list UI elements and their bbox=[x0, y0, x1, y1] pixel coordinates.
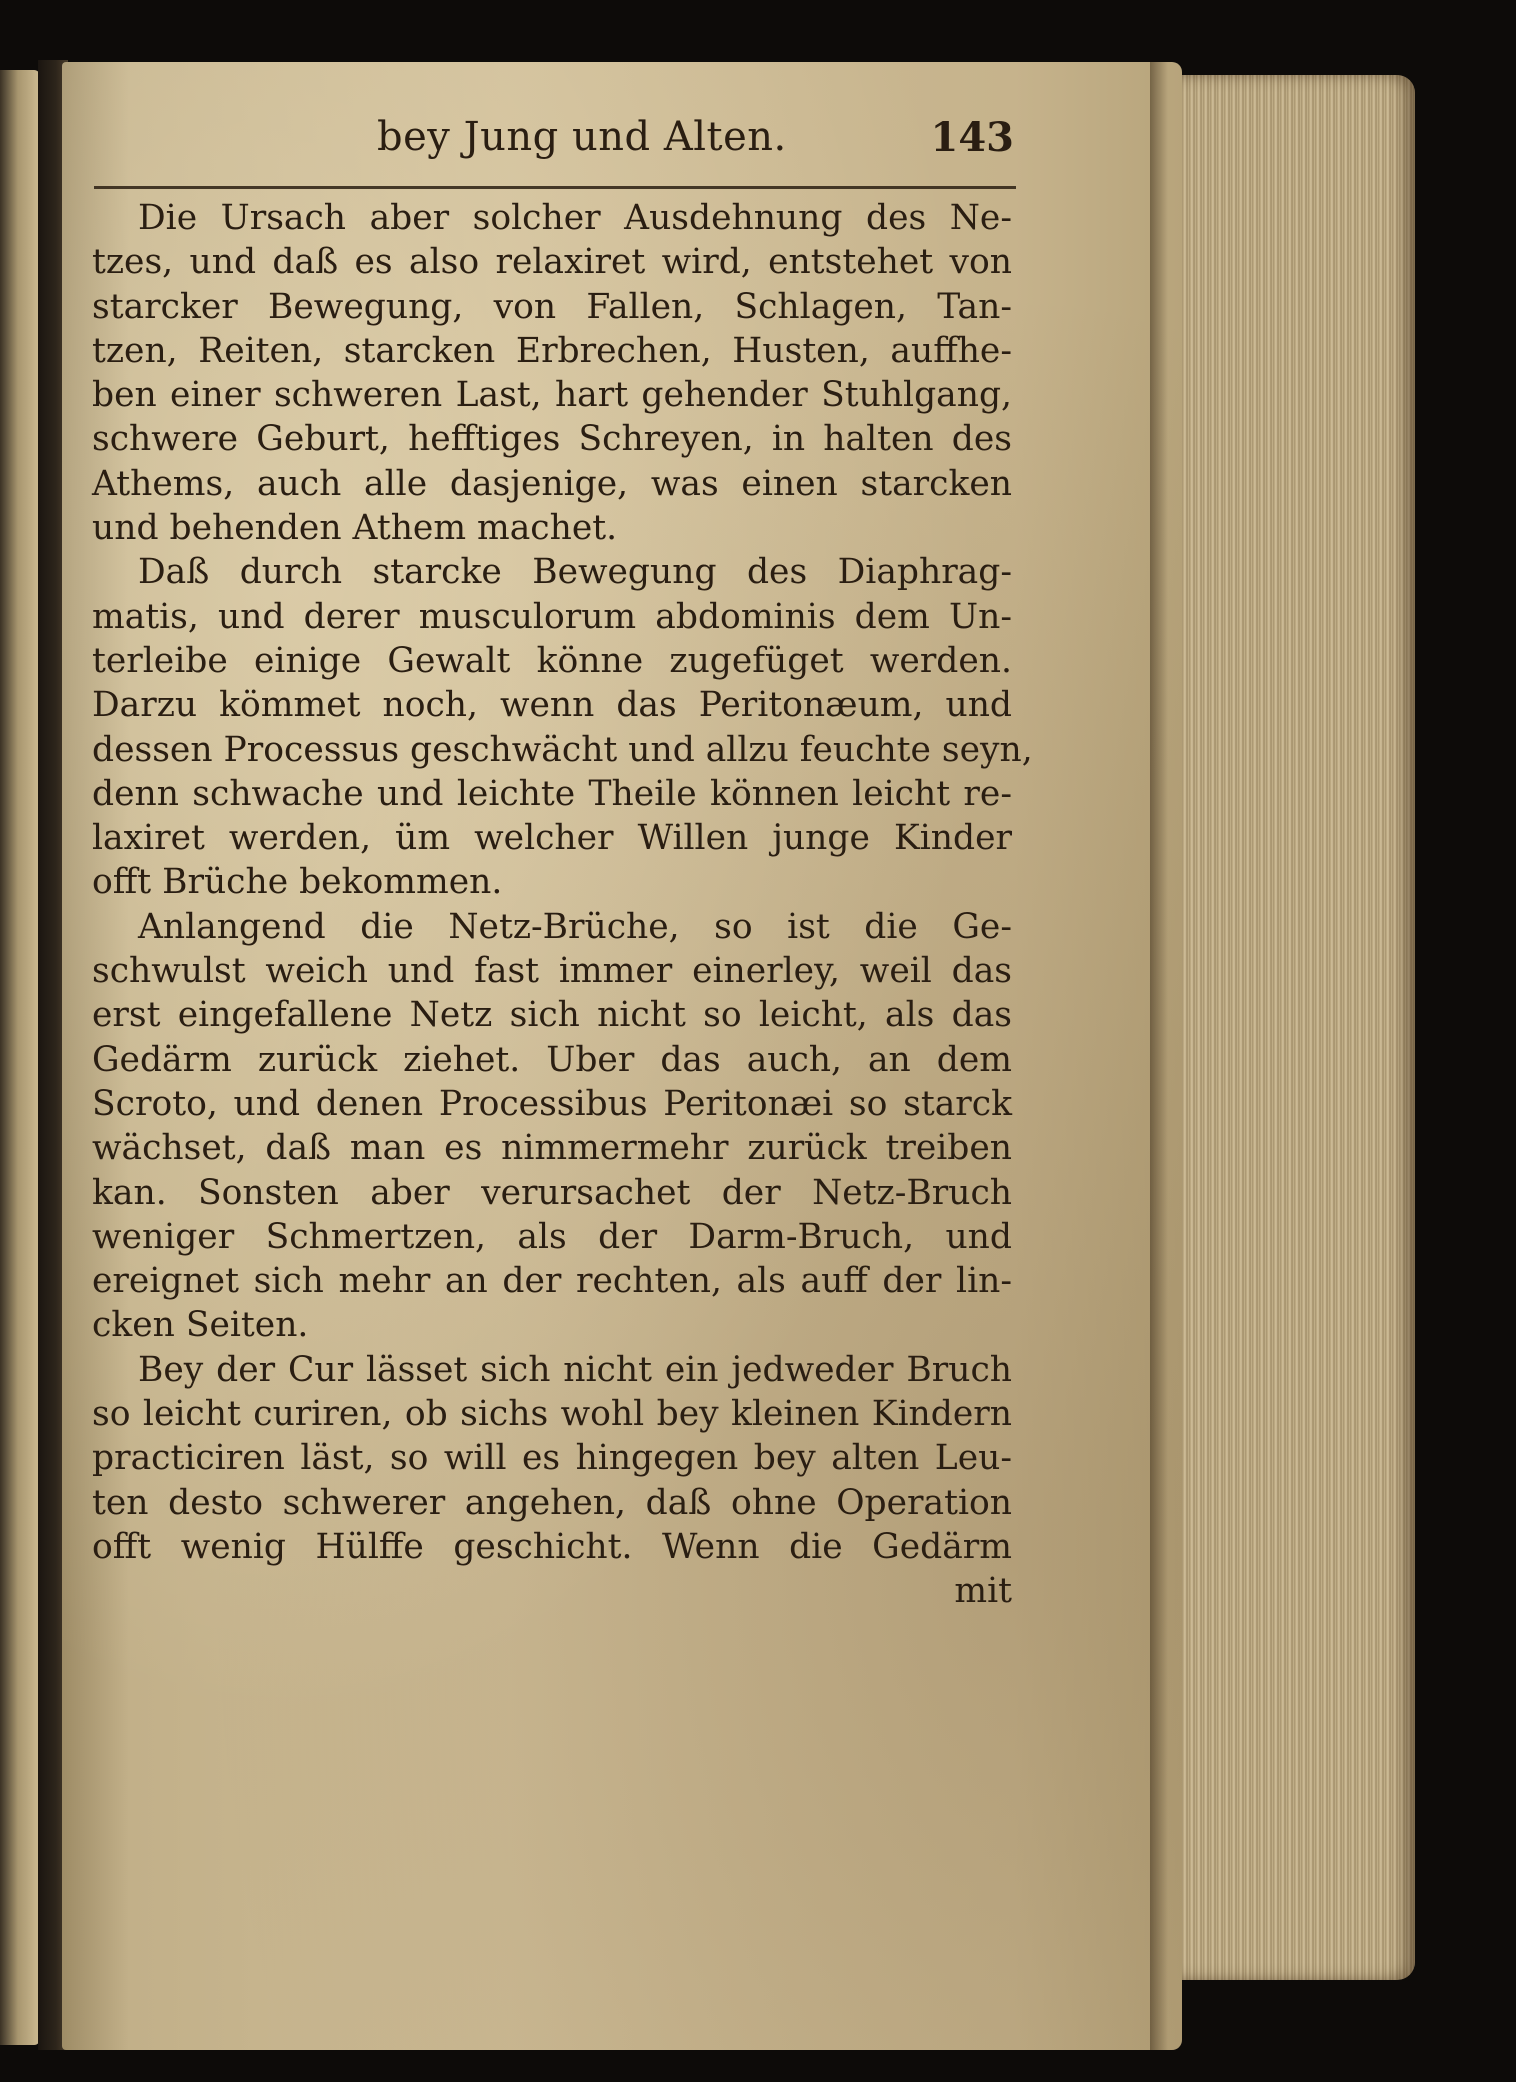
text-line: terleibe einige Gewalt könne zugefüget werden. bbox=[92, 640, 1012, 681]
text-line: so leicht curiren, ob sichs wohl bey kleinen Kindern bbox=[92, 1394, 1012, 1435]
text-line: ten desto schwerer angehen, daß ohne Operation bbox=[92, 1482, 1012, 1523]
previous-page-edge bbox=[0, 70, 40, 2045]
text-line: ben einer schweren Last, hart gehender Stuhlgang, bbox=[92, 375, 1012, 416]
text-line: Gedärm zurück ziehet. Uber das auch, an dem bbox=[92, 1039, 1012, 1080]
text-line: practiciren läst, so will es hingegen bey alten Leu- bbox=[92, 1438, 1012, 1479]
text-line: Athems, auch alle dasjenige, was einen starcken bbox=[92, 463, 1012, 504]
text-line: Scroto, und denen Processibus Peritonæi so starck bbox=[92, 1083, 1012, 1124]
text-line: schwulst weich und fast immer einerley, weil das bbox=[92, 951, 1012, 992]
header-rule bbox=[94, 186, 1016, 189]
text-line: Darzu kömmet noch, wenn das Peritonæum, und bbox=[92, 685, 1012, 726]
running-title: bey Jung und Alten. bbox=[377, 114, 787, 160]
text-line: kan. Sonsten aber verursachet der Netz-Bruch bbox=[92, 1172, 1012, 1213]
text-line: erst eingefallene Netz sich nicht so leicht, als das bbox=[92, 995, 1012, 1036]
page-number: 143 bbox=[930, 114, 1014, 161]
text-line: Die Ursach aber solcher Ausdehnung des Ne- bbox=[138, 198, 1012, 238]
text-line: cken Seiten. bbox=[92, 1305, 309, 1346]
text-line: Bey der Cur lässet sich nicht ein jedweder Bruch bbox=[138, 1349, 1012, 1390]
text-block bbox=[92, 100, 1033, 1614]
text-line: laxiret werden, üm welcher Willen junge Kinder bbox=[92, 818, 1012, 859]
text-line: tzes, und daß es also relaxiret wird, entstehet von bbox=[92, 242, 1012, 283]
text-line: wächset, daß man es nimmermehr zurück treiben bbox=[92, 1128, 1012, 1169]
text-line: Daß durch starcke Bewegung des Diaphrag- bbox=[138, 552, 1012, 593]
text-line: matis, und derer musculorum abdominis dem Un- bbox=[92, 596, 1012, 637]
catchword: mit bbox=[954, 1571, 1012, 1612]
text-line: Anlangend die Netz-Brüche, so ist die Ge- bbox=[138, 906, 1012, 947]
text-line: offt Brüche bekommen. bbox=[92, 862, 503, 903]
text-line: tzen, Reiten, starcken Erbrechen, Husten, auffhe- bbox=[92, 330, 1012, 371]
text-line: dessen Processus geschwächt und allzu feuchte seyn, bbox=[92, 729, 1033, 770]
text-line: offt wenig Hülffe geschicht. Wenn die Gedärm bbox=[92, 1526, 1012, 1567]
text-line: und behenden Athem machet. bbox=[92, 508, 618, 549]
body-text bbox=[92, 196, 1033, 1614]
page-stack-edges bbox=[1155, 75, 1415, 1980]
text-line: schwere Geburt, hefftiges Schreyen, in halten des bbox=[92, 419, 1012, 460]
text-line: weniger Schmertzen, als der Darm-Bruch, und bbox=[92, 1216, 1012, 1257]
page-header bbox=[92, 100, 1012, 172]
page-edge-shadow bbox=[1150, 62, 1168, 2050]
text-line: ereignet sich mehr an der rechten, als auff der lin- bbox=[92, 1261, 1012, 1302]
text-line: denn schwache und leichte Theile können leicht re- bbox=[92, 773, 1012, 814]
text-line: starcker Bewegung, von Fallen, Schlagen, Tan- bbox=[92, 286, 1012, 327]
